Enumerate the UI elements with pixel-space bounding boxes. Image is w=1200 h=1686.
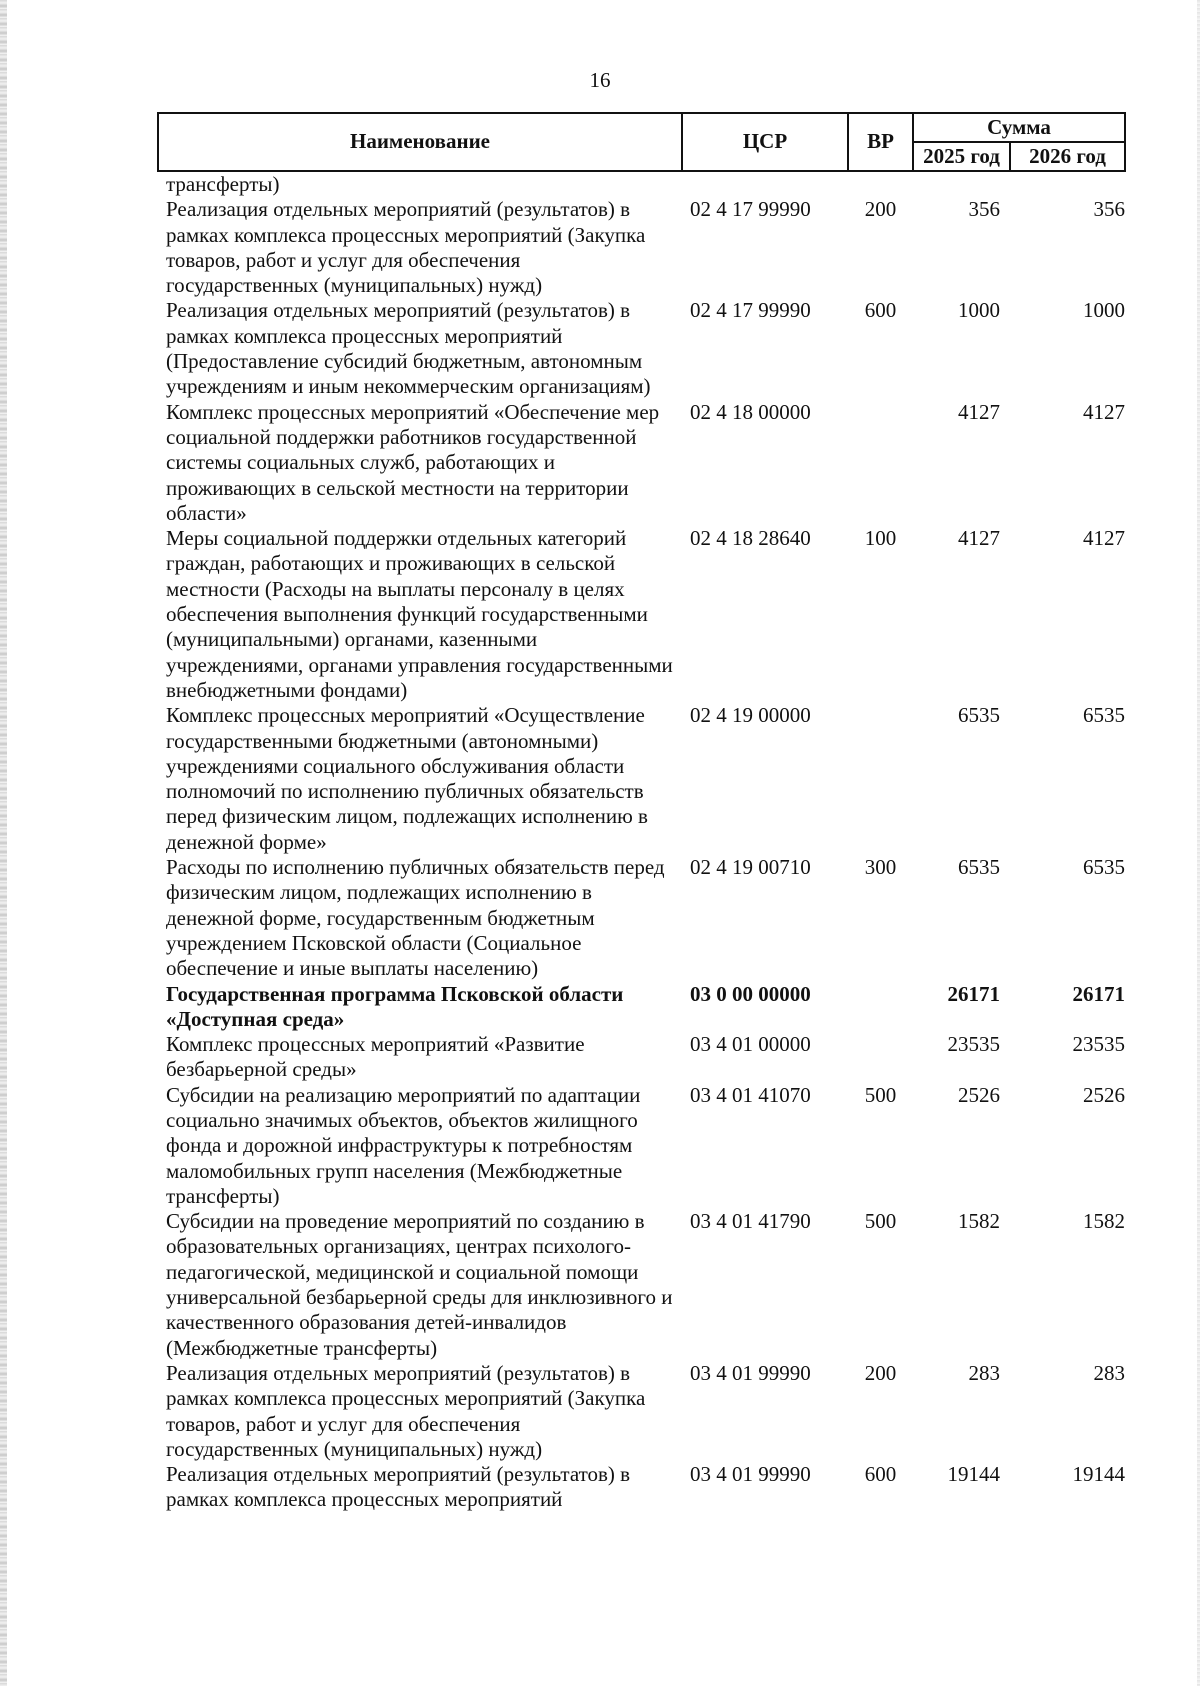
row-amount-2025: 23535 (947, 1032, 1000, 1057)
table-row (158, 855, 1125, 981)
row-amount-2025: 1582 (958, 1209, 1000, 1234)
table-row (158, 298, 1125, 399)
row-csr: 03 4 01 41790 (690, 1209, 811, 1234)
row-vr: 600 (864, 1462, 897, 1487)
row-amount-2026: 283 (1093, 1360, 1125, 1385)
row-vr: 300 (864, 855, 897, 880)
row-name: трансферты) (166, 172, 280, 196)
row-vr: 600 (864, 298, 897, 323)
row-name: Реализация отдельных мероприятий (результатов) в рамках комплекса процессных мероприятий (Закупка товаров, работ и услуг для обеспечения государственных (муниципальных) нужд) (166, 1360, 646, 1461)
row-csr: 02 4 18 00000 (690, 399, 811, 424)
row-name: Расходы по исполнению публичных обязательств перед физическим лицом, подлежащих исполнению в денежной форме, государственным бюджетным учреждением Псковской области (Социальное обеспечение и иные выплаты населению) (166, 855, 665, 981)
row-vr (848, 400, 913, 526)
row-amount-2025: 2526 (958, 1082, 1000, 1107)
scan-edge-left (0, 0, 7, 1686)
table-row (158, 197, 1125, 298)
table-row (158, 1361, 1125, 1462)
row-name: Субсидии на реализацию мероприятий по адаптации социально значимых объектов, объектов жилищного фонда и дорожной инфраструктуры к потребностям маломобильных групп населения (Межбюджетные трансферты) (166, 1082, 641, 1208)
table-row (158, 1083, 1125, 1209)
row-vr (848, 1032, 913, 1083)
row-vr: 200 (864, 1360, 897, 1385)
row-csr: 03 0 00 00000 (690, 981, 811, 1006)
page-number: 16 (589, 68, 611, 92)
row-name: Реализация отдельных мероприятий (результатов) в рамках комплекса процессных мероприятий (Закупка товаров, работ и услуг для обеспечения государственных (муниципальных) нужд) (166, 197, 646, 298)
table-header (158, 113, 1125, 171)
row-vr: 500 (864, 1209, 897, 1234)
row-amount-2026: 1582 (1083, 1209, 1125, 1234)
row-amount-2025 (913, 171, 1010, 197)
row-vr: 200 (864, 197, 897, 222)
row-amount-2025: 26171 (947, 981, 1000, 1006)
table-row (158, 526, 1125, 703)
row-name: Комплекс процессных мероприятий «Развитие безбарьерной среды» (166, 1032, 585, 1082)
budget-table (157, 112, 1126, 1513)
row-amount-2025: 356 (968, 197, 1000, 222)
row-name: Комплекс процессных мероприятий «Обеспечение мер социальной поддержки работников государственной системы социальных служб, работающих и проживающих в сельской местности на территории области» (166, 399, 660, 525)
row-amount-2026: 4127 (1083, 399, 1125, 424)
row-csr: 02 4 18 28640 (690, 526, 811, 551)
row-csr: 02 4 19 00000 (690, 703, 811, 728)
row-vr (848, 982, 913, 1033)
row-amount-2025: 6535 (958, 703, 1000, 728)
row-csr: 03 4 01 99990 (690, 1360, 811, 1385)
row-amount-2026 (1010, 171, 1125, 197)
row-amount-2026: 23535 (1072, 1032, 1125, 1057)
row-vr: 500 (864, 1082, 897, 1107)
row-name: Комплекс процессных мероприятий «Осуществление государственными бюджетными (автономными) учреждениями социального обслуживания области полномочий по исполнению публичных обязательств перед физическим лицом, подлежащих исполнению в денежной форме» (166, 703, 648, 854)
row-csr: 03 4 01 41070 (690, 1082, 811, 1107)
row-amount-2025: 4127 (958, 399, 1000, 424)
row-vr (848, 171, 913, 197)
header-vr: ВР (848, 113, 913, 171)
row-amount-2026: 356 (1093, 197, 1125, 222)
row-amount-2026: 1000 (1083, 298, 1125, 323)
row-csr: 02 4 19 00710 (690, 855, 811, 880)
table-row (158, 1462, 1125, 1513)
row-amount-2025: 283 (968, 1360, 1000, 1385)
row-csr (682, 171, 848, 197)
row-amount-2025: 4127 (958, 526, 1000, 551)
row-amount-2026: 26171 (1072, 981, 1125, 1006)
table-row (158, 400, 1125, 526)
row-csr: 03 4 01 99990 (690, 1462, 811, 1487)
row-amount-2026: 4127 (1083, 526, 1125, 551)
table-row (158, 982, 1125, 1033)
table-row (158, 703, 1125, 855)
table-row (158, 1209, 1125, 1361)
row-amount-2025: 6535 (958, 855, 1000, 880)
row-name: Реализация отдельных мероприятий (результатов) в рамках комплекса процессных мероприятий (166, 1462, 631, 1512)
budget-table-container (157, 112, 1124, 1513)
row-csr: 03 4 01 00000 (690, 1032, 811, 1057)
header-csr: ЦСР (682, 113, 848, 171)
table-row (158, 1032, 1125, 1083)
row-name: Меры социальной поддержки отдельных категорий граждан, работающих и проживающих в сельской местности (Расходы на выплаты персоналу в целях обеспечения выполнения функций государственными (муниципальными) органами, казенными учреждениями, органами управления государственными внебюджетными фондами) (166, 526, 673, 702)
table-row (158, 171, 1125, 197)
row-csr: 02 4 17 99990 (690, 197, 811, 222)
table-body (158, 171, 1125, 1513)
row-vr: 100 (864, 526, 897, 551)
header-name: Наименование (158, 113, 682, 171)
row-amount-2025: 1000 (958, 298, 1000, 323)
row-vr (848, 703, 913, 855)
row-name: Реализация отдельных мероприятий (результатов) в рамках комплекса процессных мероприятий (Предоставление субсидий бюджетным, автономным учреждениям и иным некоммерческим организациям) (166, 298, 651, 399)
header-year-2025: 2025 год (913, 142, 1010, 171)
row-amount-2025: 19144 (947, 1462, 1000, 1487)
row-amount-2026: 2526 (1083, 1082, 1125, 1107)
row-amount-2026: 6535 (1083, 855, 1125, 880)
row-amount-2026: 6535 (1083, 703, 1125, 728)
row-csr: 02 4 17 99990 (690, 298, 811, 323)
header-year-2026: 2026 год (1010, 142, 1125, 171)
row-amount-2026: 19144 (1072, 1462, 1125, 1487)
header-sum: Сумма (913, 113, 1125, 142)
row-name: Государственная программа Псковской области «Доступная среда» (166, 981, 624, 1031)
row-name: Субсидии на проведение мероприятий по созданию в образовательных организациях, центрах психолого-педагогической, медицинской и социальной помощи универсальной безбарьерной среды для инклюзивного и качественного образования детей-инвалидов (Межбюджетные трансферты) (166, 1209, 673, 1360)
